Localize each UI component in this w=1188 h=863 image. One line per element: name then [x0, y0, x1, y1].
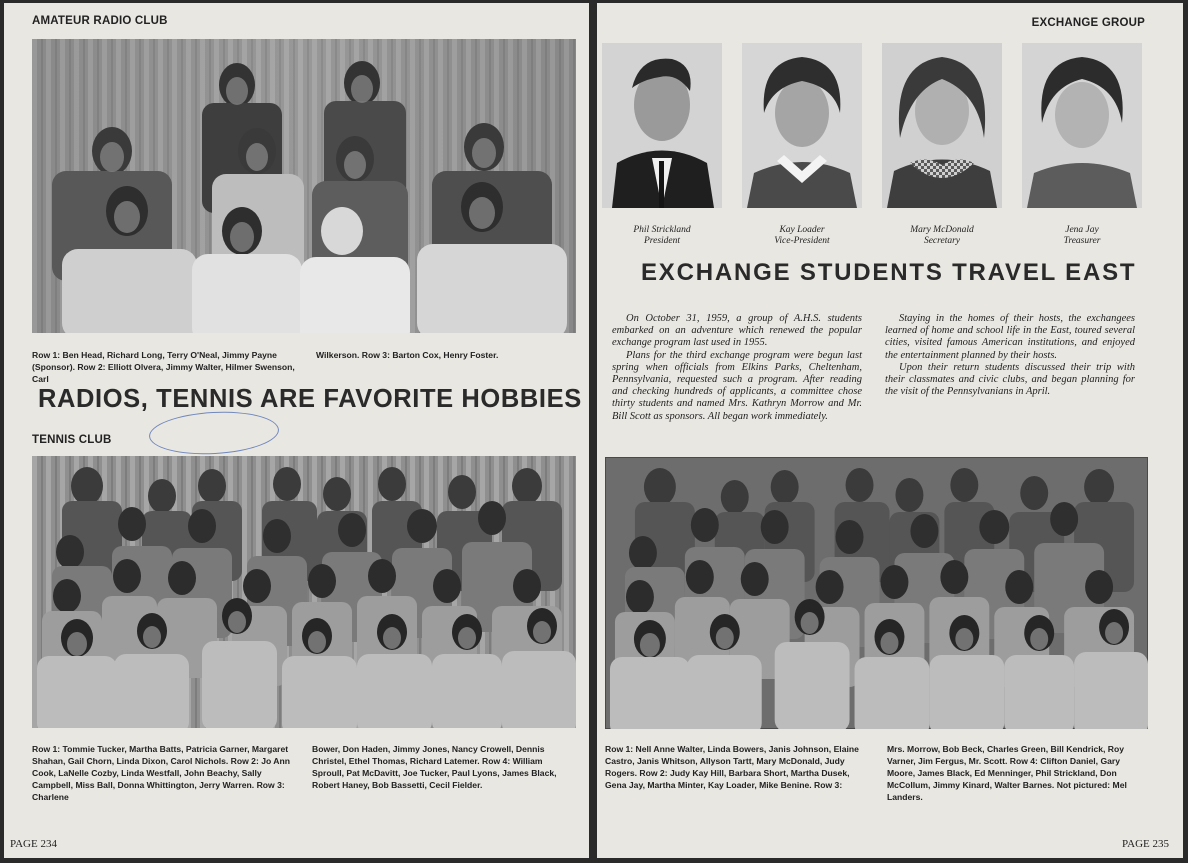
- portrait-treasurer: [1022, 43, 1142, 208]
- page-number-left: PAGE 234: [10, 838, 57, 850]
- exchange-group-caption-left: Row 1: Nell Anne Walter, Linda Bowers, Janis Johnson, Elaine Castro, Janis Whitson, Allyson Tartt, Mary McDonald, Judy Rogers. Row 2: Judy Kay Hill, Barbara Short, Martha Dusek, Gena Jay, Martha Minter, Kay Loader, Mike Benine. Row 3:: [605, 744, 859, 790]
- portrait-treasurer-art: [1022, 43, 1142, 208]
- portrait-president: [602, 43, 722, 208]
- tennis-club-photo: [32, 456, 576, 728]
- tennis-club-caption-right: Bower, Don Haden, Jimmy Jones, Nancy Crowell, Dennis Christel, Ethel Thomas, Richard Latemer. Row 4: William Sproull, Pat McDavitt, Joe Tucker, Paul Lyons, James Black, Robert Haney, Bob Bassetti, Cecil Fielder.: [312, 744, 557, 790]
- article-column-right: [885, 313, 1135, 398]
- portrait-president-art: [602, 43, 722, 208]
- officer-name: Jena Jay: [1065, 225, 1099, 235]
- ink-circle-mark: [148, 409, 280, 458]
- exchange-group-photo-art: [605, 457, 1148, 729]
- radio-club-photo: [32, 39, 576, 333]
- officer-secretary: [882, 225, 1002, 247]
- article-column-left: [612, 313, 862, 423]
- radio-club-caption-right: Wilkerson. Row 3: Barton Cox, Henry Foster.: [316, 350, 499, 360]
- officer-president: [602, 225, 722, 247]
- portrait-vice-president-art: [742, 43, 862, 208]
- radio-club-caption-left: Row 1: Ben Head, Richard Long, Terry O'Neal, Jimmy Payne (Sponsor). Row 2: Elliott Olvera, Jimmy Walter, Hilmer Swenson, Carl: [32, 350, 295, 384]
- exchange-group-photo: [605, 457, 1148, 729]
- officer-name: Kay Loader: [779, 225, 825, 235]
- article-paragraph: Staying in the homes of their hosts, the exchangees learned of home and school life in the East, toured several cities, visited famous American institutions, and enjoyed the entertainment planned by their hosts.: [885, 313, 1135, 361]
- portrait-secretary-art: [882, 43, 1002, 208]
- article-paragraph: Upon their return students discussed their trip with their classmates and civic clubs, and began planning for the visit of the Pennsylvanians in April.: [885, 361, 1135, 398]
- right-page: [597, 3, 1183, 858]
- officer-treasurer: [1022, 225, 1142, 247]
- page-number-right: PAGE 235: [1122, 838, 1169, 850]
- tennis-club-photo-art: [32, 456, 576, 728]
- article-paragraph: Plans for the third exchange program were begun last spring when officials from Elkins Parks, Cheltenham, Pennsylvania, requested such a program. After reading and checking hundreds of applicants, a committee chose thirty students and named Mrs. Kathryn Morrow and Mr. Bill Scott as sponsors. All began work immediately.: [612, 349, 862, 422]
- officer-name: Phil Strickland: [633, 225, 691, 235]
- officer-role: Vice-President: [774, 236, 830, 246]
- officer-role: President: [643, 236, 681, 246]
- officer-name: Mary McDonald: [910, 225, 974, 235]
- left-page: [4, 3, 589, 858]
- portrait-secretary: [882, 43, 1002, 208]
- section-title-tennis-club: TENNIS CLUB: [32, 434, 112, 446]
- exchange-group-caption-right: Mrs. Morrow, Bob Beck, Charles Green, Bill Kendrick, Roy Varner, Jim Fergus, Mr. Scott. Row 4: Clifton Daniel, Gary Moore, James Black, Ed Menninger, Phil Strickland, Don McCollum, Jimmy Kinard, Walter Barnes. Not pictured: Mel Landers.: [887, 744, 1127, 802]
- radio-club-photo-art: [32, 39, 576, 333]
- portrait-vice-president: [742, 43, 862, 208]
- left-page-headline: RADIOS, TENNIS ARE FAVORITE HOBBIES: [38, 385, 582, 413]
- section-title-exchange-group: EXCHANGE GROUP: [1031, 17, 1145, 29]
- right-page-headline: EXCHANGE STUDENTS TRAVEL EAST: [641, 259, 1137, 286]
- officer-role: Secretary: [923, 236, 961, 246]
- officer-vice-president: [742, 225, 862, 247]
- section-title-radio-club: AMATEUR RADIO CLUB: [32, 15, 168, 27]
- officer-role: Treasurer: [1063, 236, 1101, 246]
- article-paragraph: On October 31, 1959, a group of A.H.S. students embarked on an adventure which renewed the popular exchange program last used in 1955.: [612, 313, 862, 349]
- tennis-club-caption-left: Row 1: Tommie Tucker, Martha Batts, Patricia Garner, Margaret Shahan, Gail Chorn, Linda Dixon, Carol Nichols. Row 2: Jo Ann Cook, LaNelle Cozby, Linda Westfall, John Beachy, Sally Campbell, Miss Ball, Donna Whittington, Jerry Warren. Row 3: Charlene: [32, 744, 290, 802]
